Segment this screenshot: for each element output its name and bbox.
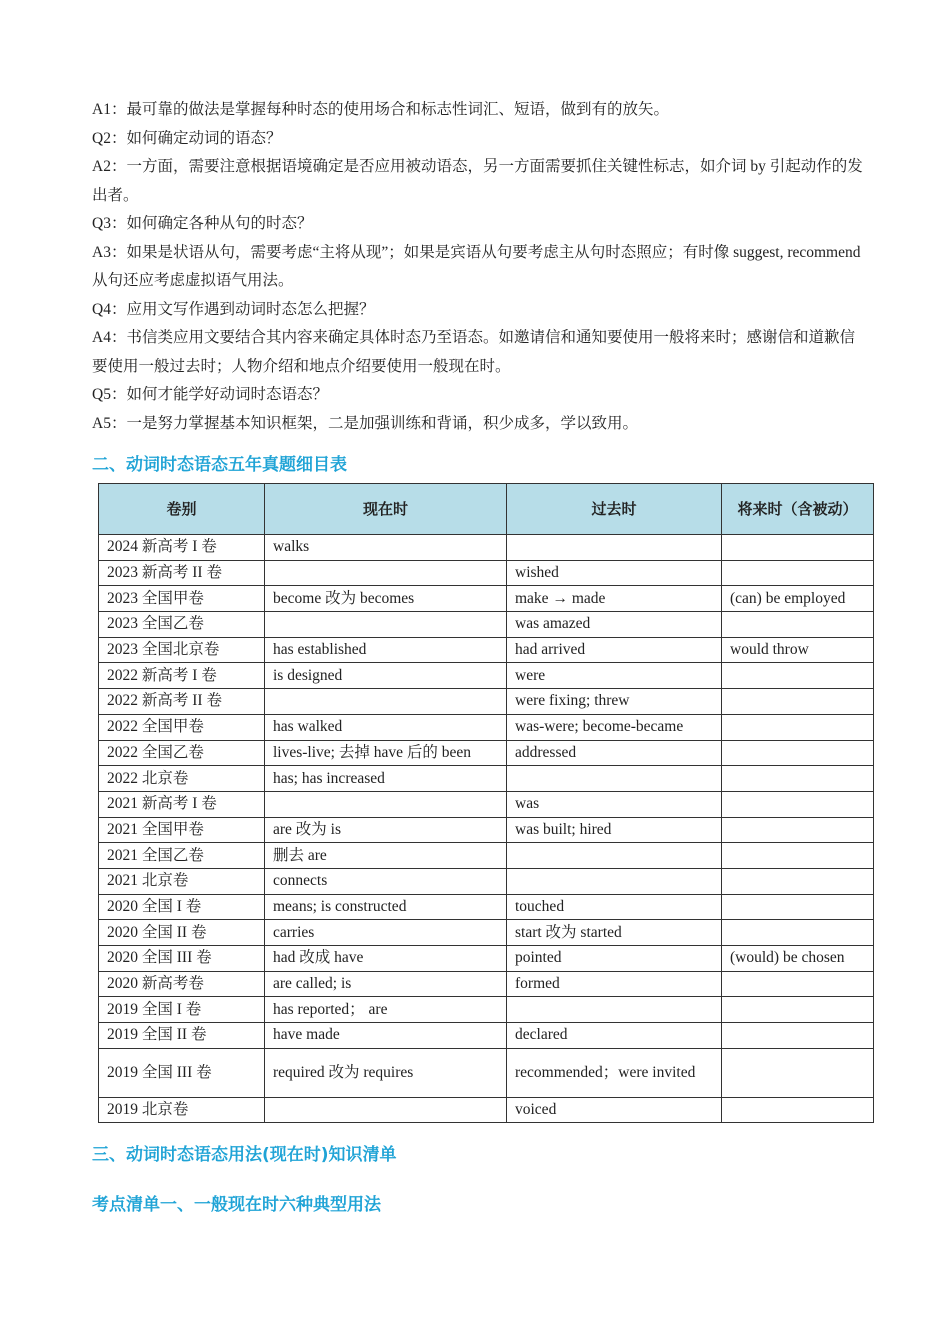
cell-present: 删去 are bbox=[265, 843, 507, 869]
cell-paper: 2021 北京卷 bbox=[99, 868, 265, 894]
cell-past bbox=[507, 868, 722, 894]
cell-present bbox=[265, 560, 507, 586]
table-row bbox=[99, 946, 874, 972]
cell-past bbox=[507, 843, 722, 869]
cell-paper: 2021 全国甲卷 bbox=[99, 817, 265, 843]
cell-future bbox=[722, 894, 874, 920]
table-row bbox=[99, 791, 874, 817]
faq-answer-5: A5：一是努力掌握基本知识框架，二是加强训练和背诵，积少成多，学以致用。 bbox=[92, 414, 638, 432]
cell-present: become 改为 becomes bbox=[265, 586, 507, 612]
cell-future: (would) be chosen bbox=[722, 946, 874, 972]
cell-present: lives-live; 去掉 have 后的 been bbox=[265, 740, 507, 766]
table-body bbox=[99, 535, 874, 1123]
table-row bbox=[99, 1023, 874, 1049]
cell-future bbox=[722, 663, 874, 689]
cell-past: voiced bbox=[507, 1097, 722, 1123]
table-row bbox=[99, 637, 874, 663]
cell-present: walks bbox=[265, 535, 507, 561]
cell-future bbox=[722, 843, 874, 869]
cell-past: declared bbox=[507, 1023, 722, 1049]
cell-future bbox=[722, 612, 874, 638]
cell-past: were fixing; threw bbox=[507, 689, 722, 715]
faq-answer-1: A1：最可靠的做法是掌握每种时态的使用场合和标志性词汇、短语，做到有的放矢。 bbox=[92, 101, 669, 118]
cell-present bbox=[265, 612, 507, 638]
cell-past: recommended；were invited bbox=[507, 1048, 722, 1097]
cell-present bbox=[265, 1097, 507, 1123]
header-past: 过去时 bbox=[507, 484, 722, 535]
cell-present: has; has increased bbox=[265, 766, 507, 792]
table-row bbox=[99, 689, 874, 715]
cell-future bbox=[722, 740, 874, 766]
faq-question-5: Q5：如何才能学好动词时态语态？ bbox=[92, 386, 328, 403]
header-paper: 卷别 bbox=[99, 484, 265, 535]
section-heading-table: 二、动词时态语态五年真题细目表 bbox=[92, 455, 347, 475]
cell-paper: 2023 新高考 II 卷 bbox=[99, 560, 265, 586]
table-row bbox=[99, 586, 874, 612]
cell-paper: 2020 全国 I 卷 bbox=[99, 894, 265, 920]
table-row bbox=[99, 1048, 874, 1097]
cell-past: was built; hired bbox=[507, 817, 722, 843]
faq-answer-3: A3：如果是状语从句，需要考虑“主将从现”；如果是宾语从句要考虑主从句时态照应；有时像 suggest, recommend 从句还应考虑虚拟语气用法。 bbox=[92, 243, 861, 289]
cell-present: required 改为 requires bbox=[265, 1048, 507, 1097]
cell-paper: 2020 全国 III 卷 bbox=[99, 946, 265, 972]
cell-paper: 2019 全国 II 卷 bbox=[99, 1023, 265, 1049]
cell-future bbox=[722, 535, 874, 561]
cell-future: (can) be employed bbox=[722, 586, 874, 612]
cell-paper: 2024 新高考 I 卷 bbox=[99, 535, 265, 561]
cell-future bbox=[722, 714, 874, 740]
cell-present: connects bbox=[265, 868, 507, 894]
table-header-row bbox=[99, 484, 874, 535]
table-row bbox=[99, 560, 874, 586]
table-row bbox=[99, 894, 874, 920]
cell-paper: 2020 新高考卷 bbox=[99, 971, 265, 997]
cell-future bbox=[722, 997, 874, 1023]
cell-future bbox=[722, 920, 874, 946]
cell-past bbox=[507, 766, 722, 792]
cell-paper: 2022 全国乙卷 bbox=[99, 740, 265, 766]
cell-present bbox=[265, 791, 507, 817]
cell-present: has reported； are bbox=[265, 997, 507, 1023]
cell-past: was amazed bbox=[507, 612, 722, 638]
table-row bbox=[99, 740, 874, 766]
cell-future bbox=[722, 791, 874, 817]
cell-present: has established bbox=[265, 637, 507, 663]
cell-paper: 2021 全国乙卷 bbox=[99, 843, 265, 869]
cell-past: addressed bbox=[507, 740, 722, 766]
table-row bbox=[99, 1097, 874, 1123]
cell-paper: 2023 全国乙卷 bbox=[99, 612, 265, 638]
table-row bbox=[99, 663, 874, 689]
cell-paper: 2019 全国 I 卷 bbox=[99, 997, 265, 1023]
cell-future bbox=[722, 1048, 874, 1097]
cell-present: carries bbox=[265, 920, 507, 946]
cell-paper: 2019 北京卷 bbox=[99, 1097, 265, 1123]
cell-present: are 改为 is bbox=[265, 817, 507, 843]
cell-present: had 改成 have bbox=[265, 946, 507, 972]
cell-past: start 改为 started bbox=[507, 920, 722, 946]
section-heading-present: 三、动词时态语态用法(现在时)知识清单 bbox=[92, 1145, 397, 1165]
header-future: 将来时（含被动） bbox=[722, 484, 874, 535]
cell-paper: 2022 北京卷 bbox=[99, 766, 265, 792]
cell-future bbox=[722, 971, 874, 997]
cell-future bbox=[722, 1097, 874, 1123]
cell-past: pointed bbox=[507, 946, 722, 972]
cell-paper: 2023 全国北京卷 bbox=[99, 637, 265, 663]
faq-question-3: Q3：如何确定各种从句的时态？ bbox=[92, 215, 313, 232]
cell-future bbox=[722, 560, 874, 586]
table-row bbox=[99, 868, 874, 894]
cell-present: have made bbox=[265, 1023, 507, 1049]
faq-block bbox=[92, 96, 864, 438]
cell-past: was-were; become-became bbox=[507, 714, 722, 740]
cell-present: has walked bbox=[265, 714, 507, 740]
cell-paper: 2020 全国 II 卷 bbox=[99, 920, 265, 946]
table-row bbox=[99, 714, 874, 740]
cell-present: means; is constructed bbox=[265, 894, 507, 920]
cell-present: are called; is bbox=[265, 971, 507, 997]
cell-present: is designed bbox=[265, 663, 507, 689]
cell-past: wished bbox=[507, 560, 722, 586]
cell-future bbox=[722, 1023, 874, 1049]
faq-question-2: Q2：如何确定动词的语态？ bbox=[92, 129, 282, 147]
cell-past bbox=[507, 997, 722, 1023]
cell-past: was bbox=[507, 791, 722, 817]
table-row bbox=[99, 535, 874, 561]
cell-present bbox=[265, 689, 507, 715]
cell-paper: 2022 新高考 I 卷 bbox=[99, 663, 265, 689]
section-heading-checklist: 考点清单一、一般现在时六种典型用法 bbox=[92, 1195, 381, 1215]
cell-future bbox=[722, 766, 874, 792]
cell-past: were bbox=[507, 663, 722, 689]
table-row bbox=[99, 997, 874, 1023]
exam-table bbox=[98, 483, 874, 1123]
cell-future bbox=[722, 817, 874, 843]
table-row bbox=[99, 766, 874, 792]
cell-past: had arrived bbox=[507, 637, 722, 663]
table-row bbox=[99, 612, 874, 638]
table-row bbox=[99, 843, 874, 869]
cell-past: touched bbox=[507, 894, 722, 920]
cell-past bbox=[507, 535, 722, 561]
cell-future bbox=[722, 868, 874, 894]
table-row bbox=[99, 920, 874, 946]
cell-past: formed bbox=[507, 971, 722, 997]
faq-answer-4: A4：书信类应用文要结合其内容来确定具体时态乃至语态。如邀请信和通知要使用一般将来时；感谢信和道歉信要使用一般过去时；人物介绍和地点介绍要使用一般现在时。 bbox=[92, 329, 855, 375]
cell-future: would throw bbox=[722, 637, 874, 663]
cell-paper: 2019 全国 III 卷 bbox=[99, 1048, 265, 1097]
cell-paper: 2021 新高考 I 卷 bbox=[99, 791, 265, 817]
header-present: 现在时 bbox=[265, 484, 507, 535]
faq-question-4: Q4：应用文写作遇到动词时态怎么把握？ bbox=[92, 300, 375, 318]
cell-paper: 2022 新高考 II 卷 bbox=[99, 689, 265, 715]
cell-paper: 2022 全国甲卷 bbox=[99, 714, 265, 740]
table-row bbox=[99, 971, 874, 997]
table-row bbox=[99, 817, 874, 843]
cell-past: make → made bbox=[507, 586, 722, 612]
faq-answer-2: A2：一方面，需要注意根据语境确定是否应用被动语态，另一方面需要抓住关键性标志，如介词 by 引起动作的发出者。 bbox=[92, 158, 863, 204]
cell-future bbox=[722, 689, 874, 715]
cell-paper: 2023 全国甲卷 bbox=[99, 586, 265, 612]
